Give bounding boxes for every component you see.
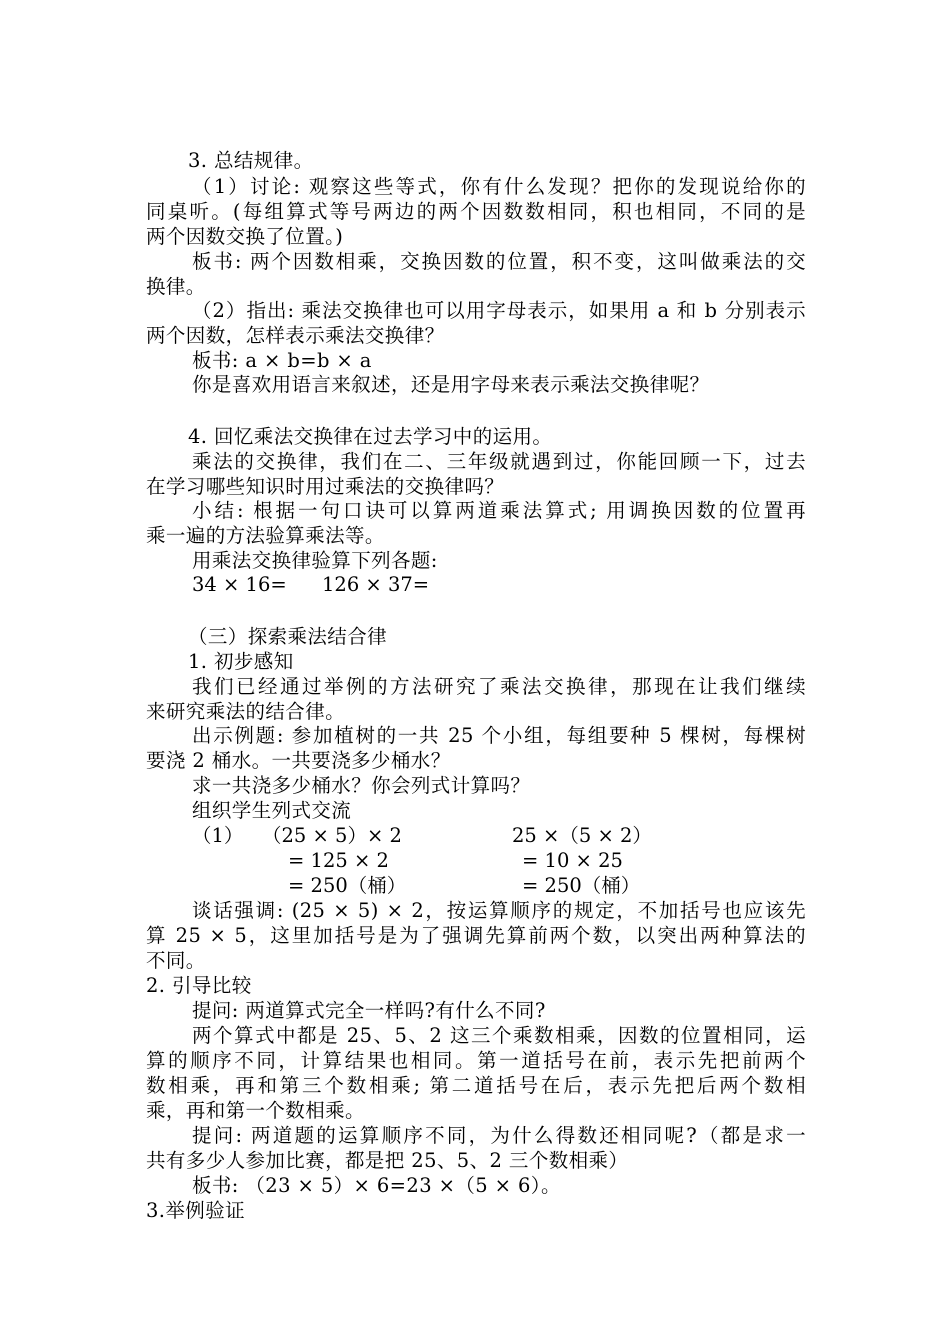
calc-right-line: = 250（桶） (522, 874, 641, 897)
paragraph-line: 乘法的交换律，我们在二、三年级就遇到过，你能回顾一下，过去 (192, 450, 806, 473)
paragraph-line: 换律。 (146, 275, 206, 298)
paragraph-line: 我们已经通过举例的方法研究了乘法交换律，那现在让我们继续 (192, 675, 806, 698)
paragraph-line: （2）指出: 乘法交换律也可以用字母表示，如果用 a 和 b 分别表示 (192, 299, 806, 322)
paragraph-line: 算 25 × 5，这里加括号是为了强调先算前两个数，以突出两种算法的 (146, 924, 806, 947)
paragraph-line: 提问: 两道算式完全一样吗?有什么不同? (192, 999, 546, 1022)
paragraph-line: 数相乘，再和第三个数相乘; 第二道括号在后，表示先把后两个数相 (146, 1074, 806, 1097)
paragraph-line: 要浇 2 桶水。一共要浇多少桶水？ (146, 749, 451, 772)
heading-example-verification: 3.举例验证 (146, 1199, 246, 1222)
exercise-b: 126 × 37= (322, 573, 430, 596)
paragraph-line: 同桌听。(每组算式等号两边的两个因数数相同，积也相同，不同的是 (146, 200, 806, 223)
paragraph-line: 谈话强调: (25 × 5) × 2，按运算顺序的规定，不加括号也应该先 (192, 899, 806, 922)
paragraph-line: 两个算式中都是 25、5、2 这三个乘数相乘，因数的位置相同，运 (192, 1024, 806, 1047)
heading-initial-perception: 1. 初步感知 (188, 650, 294, 673)
paragraph-line: 算的顺序不同，计算结果也相同。第一道括号在前，表示先把前两个 (146, 1049, 806, 1072)
heading-summarize-rules: 3. 总结规律。 (188, 149, 314, 172)
paragraph-line: 两个因数，怎样表示乘法交换律？ (146, 324, 445, 347)
paragraph-line: 两个因数交换了位置。) (146, 225, 344, 248)
paragraph-line: 乘，再和第一个数相乘。 (146, 1099, 365, 1122)
calc-label: （1） (192, 824, 244, 847)
paragraph-line: 用乘法交换律验算下列各题: (192, 549, 438, 572)
heading-guided-comparison: 2. 引导比较 (146, 974, 252, 997)
board-formula: 板书: a × b=b × a (192, 349, 372, 372)
paragraph-line: 乘一遍的方法验算乘法等。 (146, 524, 385, 547)
paragraph-line: 不同。 (146, 949, 206, 972)
calc-left-line: = 125 × 2 (288, 849, 389, 872)
paragraph-line: 提问: 两道题的运算顺序不同，为什么得数还相同呢?（都是求一 (192, 1124, 806, 1147)
heading-recall: 4. 回忆乘法交换律在过去学习中的运用。 (188, 425, 553, 448)
paragraph-line: 来研究乘法的结合律。 (146, 700, 346, 723)
exercise-a: 34 × 16= (192, 573, 287, 596)
calc-left-line: = 250（桶） (288, 874, 407, 897)
paragraph-line: 在学习哪些知识时用过乘法的交换律吗？ (146, 475, 505, 498)
paragraph-line: （1）讨论: 观察这些等式，你有什么发现？把你的发现说给你的 (192, 175, 806, 198)
paragraph-line: 组织学生列式交流 (192, 799, 352, 822)
calc-right-line: 25 ×（5 × 2） (512, 824, 652, 847)
paragraph-line: 出示例题: 参加植树的一共 25 个小组，每组要种 5 棵树，每棵树 (192, 724, 806, 747)
calc-right-line: = 10 × 25 (522, 849, 623, 872)
paragraph-line: 你是喜欢用语言来叙述，还是用字母来表示乘法交换律呢？ (192, 373, 710, 396)
heading-explore-associative: （三）探索乘法结合律 (188, 625, 388, 648)
paragraph-line: 求一共浇多少桶水？你会列式计算吗？ (192, 774, 531, 797)
calc-left-line: （25 × 5）× 2 (262, 824, 402, 847)
paragraph-line: 小结: 根据一句口诀可以算两道乘法算式; 用调换因数的位置再 (192, 499, 806, 522)
board-formula: 板书: （23 × 5）× 6=23 ×（5 × 6）。 (192, 1174, 561, 1197)
paragraph-line: 板书: 两个因数相乘，交换因数的位置，积不变，这叫做乘法的交 (192, 250, 806, 273)
paragraph-line: 共有多少人参加比赛，都是把 25、5、2 三个数相乘） (146, 1149, 629, 1172)
